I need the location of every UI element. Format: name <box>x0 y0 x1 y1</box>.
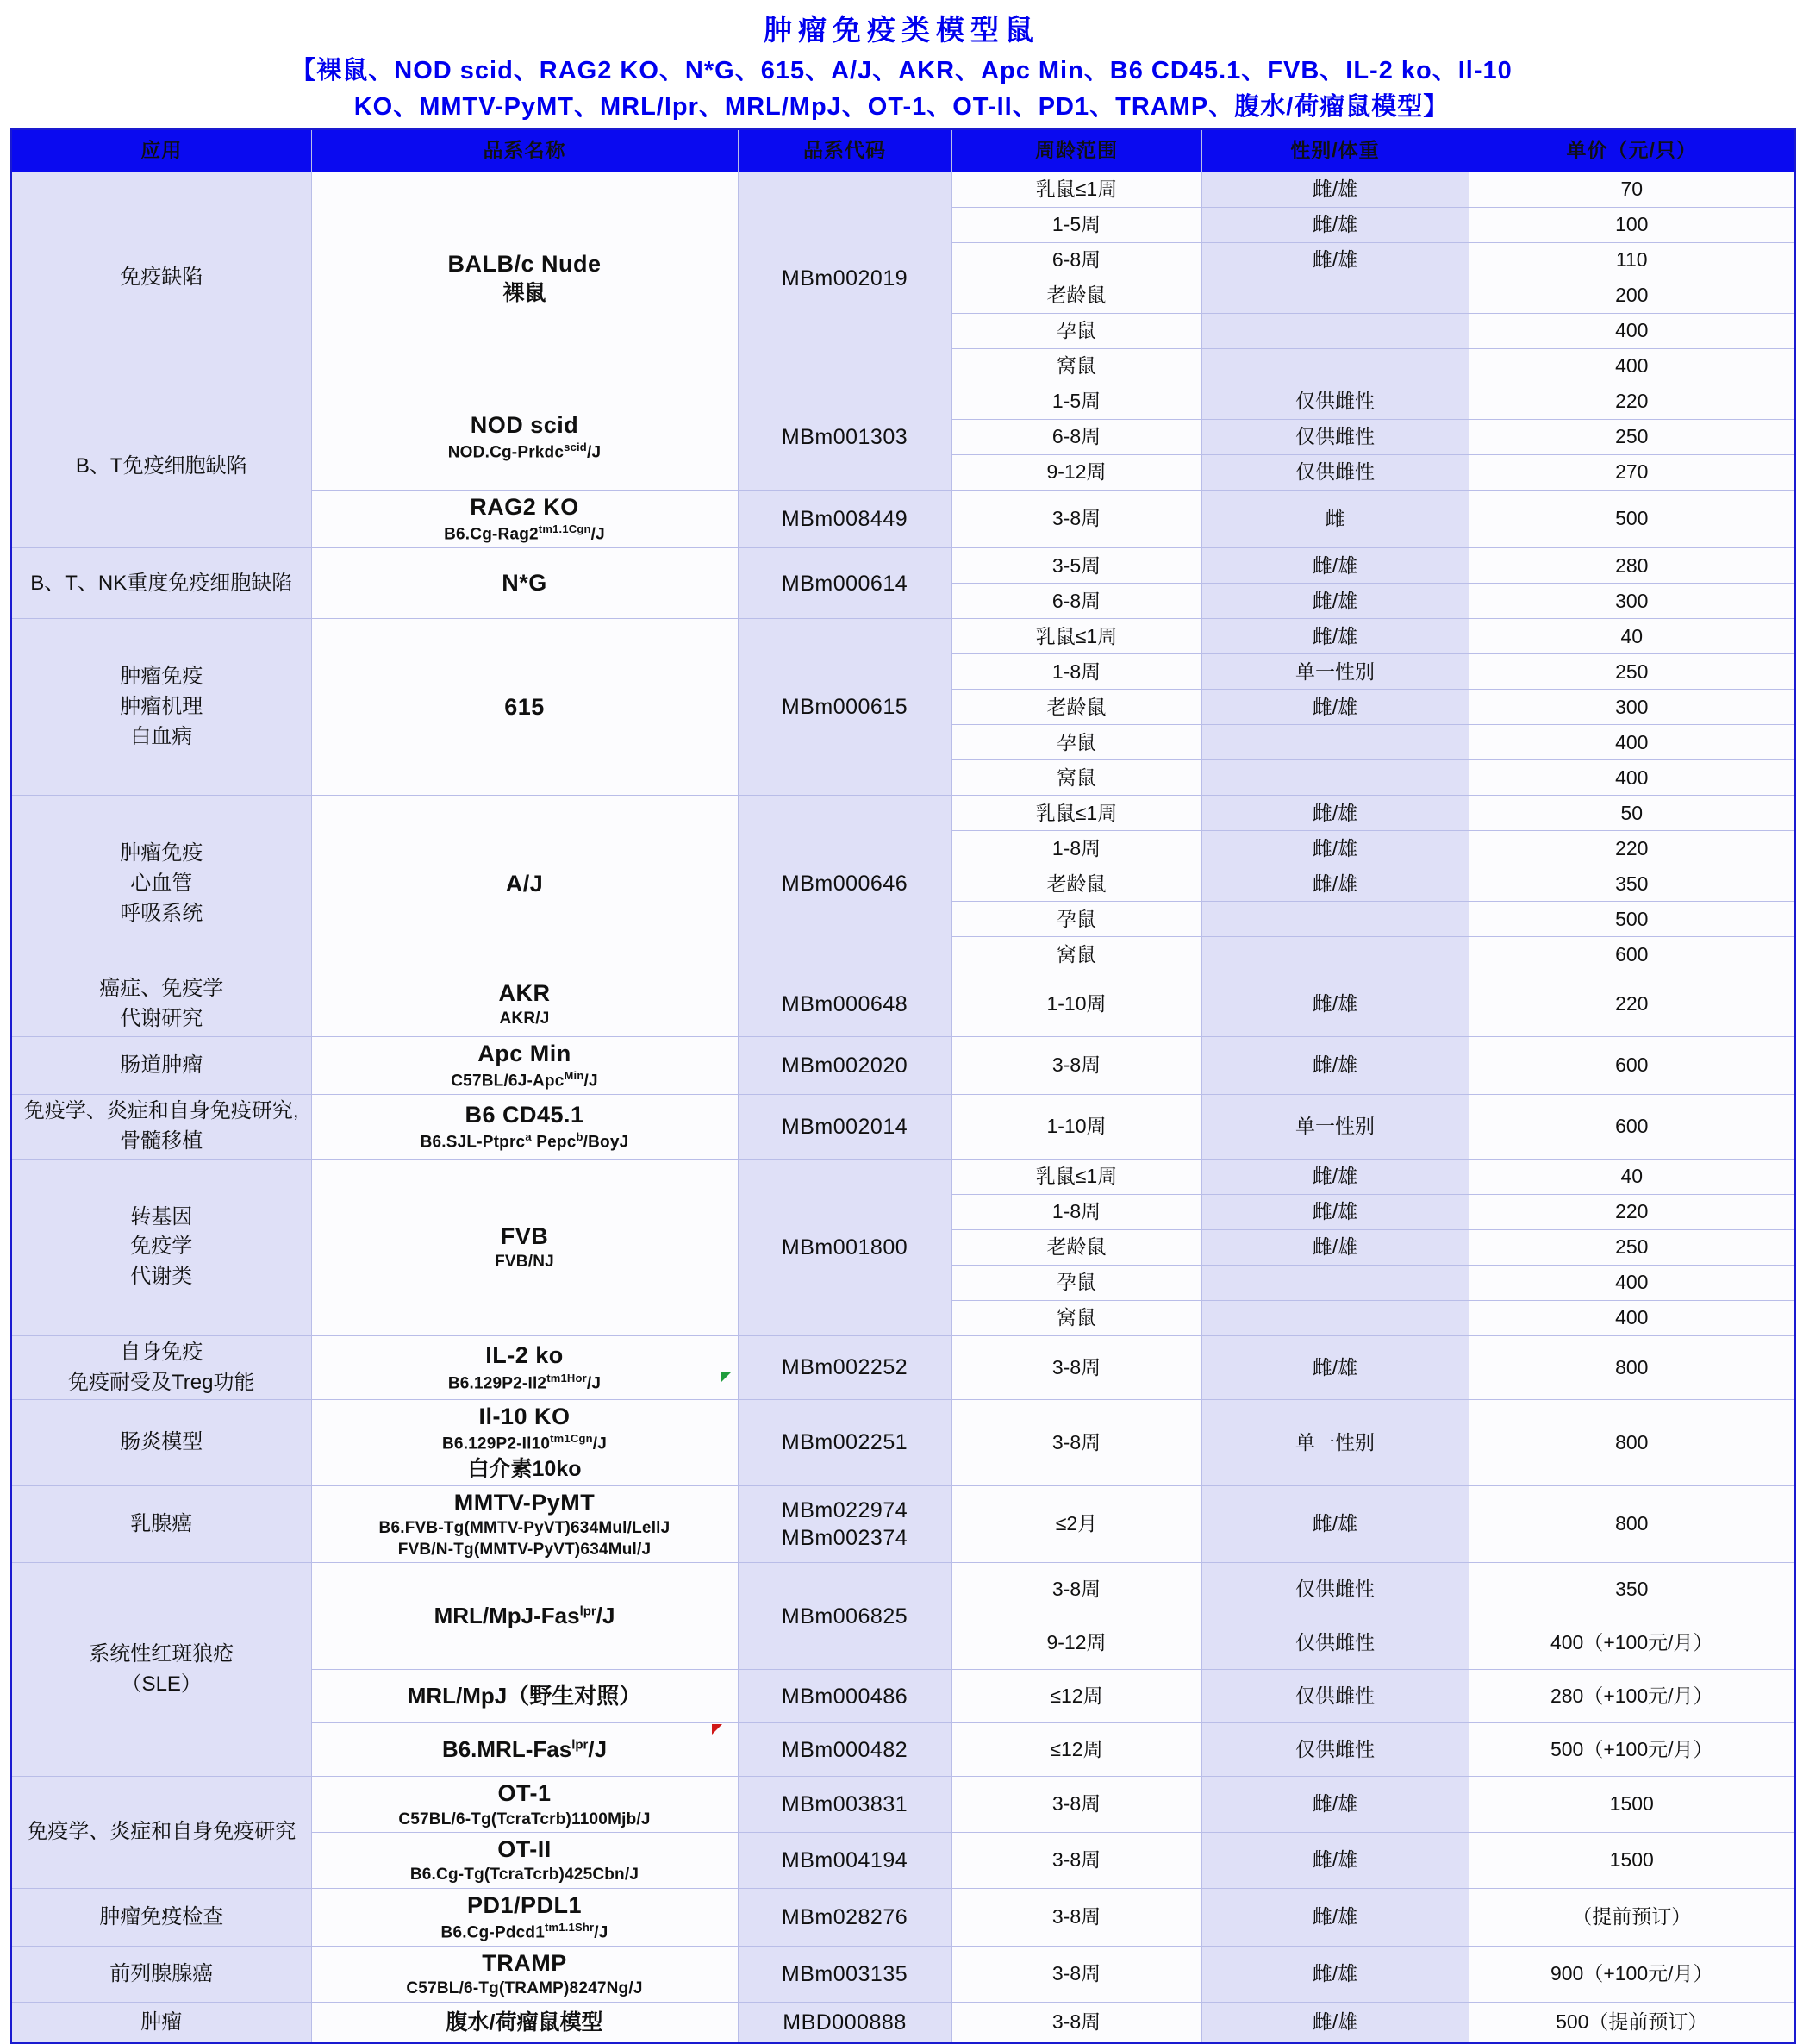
cell-strain-code: MBm001303 <box>738 384 951 491</box>
cell-age-range: 孕鼠 <box>951 725 1201 760</box>
cell-age-range: 老龄鼠 <box>951 278 1201 314</box>
cell-application: 自身免疫 免疫耐受及Treg功能 <box>11 1335 311 1400</box>
strain-name-primary: NOD scid <box>470 412 579 439</box>
cell-age-range: 9-12周 <box>951 1616 1201 1670</box>
cell-sex-weight: 雌/雄 <box>1201 972 1469 1037</box>
cell-sex-weight: 雌/雄 <box>1201 2002 1469 2043</box>
cell-sex-weight <box>1201 1265 1469 1300</box>
cell-age-range: 孕鼠 <box>951 314 1201 349</box>
cell-sex-weight: 雌/雄 <box>1201 548 1469 584</box>
strain-name-nomenclature: $B6.Cg-Rag2^{tm1.1Cgn}/J$ <box>444 522 605 544</box>
cell-unit-price: 280（+100元/月） <box>1469 1670 1795 1723</box>
cell-unit-price: 500（提前预订） <box>1469 2002 1795 2043</box>
cell-sex-weight: 仅供雌性 <box>1201 1563 1469 1616</box>
cell-strain-code: MBm002014 <box>738 1095 951 1160</box>
table-body <box>11 172 1795 2044</box>
cell-unit-price: 1500 <box>1469 1777 1795 1833</box>
cell-strain-code: MBm002252 <box>738 1335 951 1400</box>
strain-name-nomenclature: AKR/J <box>499 1009 550 1028</box>
table-row <box>11 384 1795 420</box>
cell-age-range: 老龄鼠 <box>951 866 1201 902</box>
cell-application: 肿瘤免疫检查 <box>11 1888 311 1946</box>
cell-age-range: 3-8周 <box>951 2002 1201 2043</box>
strain-name-primary: MRL/MpJ（野生对照） <box>407 1683 642 1710</box>
cell-strain-name <box>311 1777 738 1833</box>
cell-age-range: 6-8周 <box>951 584 1201 619</box>
cell-sex-weight <box>1201 725 1469 760</box>
cell-age-range: 3-8周 <box>951 491 1201 548</box>
cell-strain-code: MBm001800 <box>738 1159 951 1335</box>
cell-unit-price: 270 <box>1469 455 1795 491</box>
cell-strain-name <box>311 619 738 796</box>
cell-unit-price: 500 <box>1469 902 1795 937</box>
table-row <box>11 1485 1795 1562</box>
strain-name-nomenclature: C57BL/6J-Apc$^{Min}$/J <box>451 1069 598 1091</box>
table-header <box>11 129 1795 172</box>
cell-sex-weight: 仅供雌性 <box>1201 1723 1469 1777</box>
cell-unit-price: 600 <box>1469 1037 1795 1095</box>
cell-unit-price: （提前预订） <box>1469 1888 1795 1946</box>
cell-unit-price: 250 <box>1469 1229 1795 1265</box>
cell-strain-code: MBm022974 MBm002374 <box>738 1485 951 1562</box>
cell-unit-price: 70 <box>1469 172 1795 208</box>
cell-age-range: 9-12周 <box>951 455 1201 491</box>
cell-sex-weight: 仅供雌性 <box>1201 455 1469 491</box>
cell-strain-code: MBm000614 <box>738 548 951 619</box>
col-header-age-range: 周龄范围 <box>951 129 1201 172</box>
cell-strain-code: MBm000482 <box>738 1723 951 1777</box>
page-title: 肿瘤免疫类模型鼠 <box>764 14 1039 46</box>
cell-unit-price: 600 <box>1469 937 1795 972</box>
col-header-strain-name: 品系名称 <box>311 129 738 172</box>
cell-unit-price: 800 <box>1469 1335 1795 1400</box>
cell-sex-weight: 雌/雄 <box>1201 1833 1469 1889</box>
cell-sex-weight <box>1201 902 1469 937</box>
cell-age-range: ≤2月 <box>951 1485 1201 1562</box>
cell-unit-price: 600 <box>1469 1095 1795 1160</box>
cell-age-range: 3-8周 <box>951 1947 1201 2003</box>
cell-unit-price: 220 <box>1469 972 1795 1037</box>
cell-strain-name <box>311 972 738 1037</box>
cell-age-range: 窝鼠 <box>951 760 1201 796</box>
cell-sex-weight: 仅供雌性 <box>1201 1670 1469 1723</box>
cell-age-range: 窝鼠 <box>951 1300 1201 1335</box>
cell-sex-weight: 雌/雄 <box>1201 1037 1469 1095</box>
strain-name-primary: RAG2 KO <box>470 494 579 521</box>
cell-application: 癌症、免疫学 代谢研究 <box>11 972 311 1037</box>
table-row <box>11 1888 1795 1946</box>
cell-sex-weight: 雌/雄 <box>1201 866 1469 902</box>
cell-age-range: 1-10周 <box>951 1095 1201 1160</box>
strain-name-primary: OT-II <box>497 1836 552 1863</box>
cell-strain-name <box>311 1485 738 1562</box>
cell-strain-name <box>311 548 738 619</box>
cell-strain-code: MBm002019 <box>738 172 951 384</box>
cell-age-range: 3-8周 <box>951 1400 1201 1486</box>
cell-application: 乳腺癌 <box>11 1485 311 1562</box>
strain-name-nomenclature: $B6.129P2-Il10^{tm1Cgn}/J$ <box>442 1432 607 1453</box>
cell-sex-weight: 雌/雄 <box>1201 1947 1469 2003</box>
cell-strain-name <box>311 1888 738 1946</box>
cell-sex-weight: 雌/雄 <box>1201 1194 1469 1229</box>
strain-name-chinese: 白介素10ko <box>467 1457 582 1482</box>
cell-strain-code: MBm028276 <box>738 1888 951 1946</box>
col-header-strain-code: 品系代码 <box>738 129 951 172</box>
cell-strain-code: MBm000615 <box>738 619 951 796</box>
cell-sex-weight: 仅供雌性 <box>1201 384 1469 420</box>
cell-age-range: 3-8周 <box>951 1335 1201 1400</box>
cell-sex-weight: 雌/雄 <box>1201 1159 1469 1194</box>
cell-sex-weight: 雌/雄 <box>1201 1335 1469 1400</box>
cell-age-range: ≤12周 <box>951 1670 1201 1723</box>
cell-sex-weight: 雌/雄 <box>1201 584 1469 619</box>
cell-age-range: 6-8周 <box>951 420 1201 455</box>
cell-age-range: 窝鼠 <box>951 937 1201 972</box>
strain-name-primary: B6.MRL-Fas$^{lpr}$/J <box>441 1736 608 1763</box>
strain-name-primary: TRAMP <box>482 1950 567 1977</box>
table-row <box>11 2002 1795 2043</box>
cell-strain-code: MBm002251 <box>738 1400 951 1486</box>
table-row <box>11 1095 1795 1160</box>
header-row <box>11 129 1795 172</box>
cell-strain-name <box>311 1037 738 1095</box>
cell-strain-code: MBm004194 <box>738 1833 951 1889</box>
cell-strain-name <box>311 1400 738 1486</box>
cell-unit-price: 350 <box>1469 1563 1795 1616</box>
cell-sex-weight: 雌/雄 <box>1201 172 1469 208</box>
cell-sex-weight: 单一性别 <box>1201 654 1469 690</box>
cell-sex-weight: 雌/雄 <box>1201 1485 1469 1562</box>
subtitle-line-1: 【裸鼠、NOD scid、RAG2 KO、N*G、615、A/J、AKR、Apc Min、B6 CD45.1、FVB、IL-2 ko、Il-10 <box>290 57 1513 85</box>
table-row <box>11 1400 1795 1486</box>
table-row <box>11 172 1795 208</box>
cell-strain-code: MBm008449 <box>738 491 951 548</box>
cell-strain-code: MBm006825 <box>738 1563 951 1670</box>
strain-name-primary: MMTV-PyMT <box>453 1489 596 1516</box>
cell-strain-name <box>311 1670 738 1723</box>
strain-name-nomenclature: C57BL/6-Tg(TRAMP)8247Ng/J <box>406 1979 643 1998</box>
cell-strain-code: MBm000486 <box>738 1670 951 1723</box>
cell-unit-price: 100 <box>1469 208 1795 243</box>
cell-strain-code: MBm003831 <box>738 1777 951 1833</box>
cell-unit-price: 400 <box>1469 725 1795 760</box>
cell-strain-name <box>311 1159 738 1335</box>
col-header-application: 应用 <box>11 129 311 172</box>
cell-strain-name <box>311 1833 738 1889</box>
cell-unit-price: 400 <box>1469 1300 1795 1335</box>
strain-name-nomenclature: FVB/NJ <box>495 1252 554 1271</box>
cell-unit-price: 300 <box>1469 584 1795 619</box>
cell-sex-weight: 雌/雄 <box>1201 619 1469 654</box>
cell-unit-price: 350 <box>1469 866 1795 902</box>
col-header-unit-price: 单价（元/只） <box>1469 129 1795 172</box>
cell-unit-price: 280 <box>1469 548 1795 584</box>
cell-sex-weight: 仅供雌性 <box>1201 420 1469 455</box>
cell-application: 肿瘤免疫 心血管 呼吸系统 <box>11 796 311 972</box>
table-row <box>11 1037 1795 1095</box>
cell-unit-price: 110 <box>1469 243 1795 278</box>
cell-strain-code: MBm000648 <box>738 972 951 1037</box>
cell-age-range: ≤12周 <box>951 1723 1201 1777</box>
cell-age-range: 乳鼠≤1周 <box>951 172 1201 208</box>
cell-age-range: 3-8周 <box>951 1777 1201 1833</box>
cell-age-range: 窝鼠 <box>951 349 1201 384</box>
strain-name-nomenclature: $B6.129P2-Il2^{tm1Hor}/J$ <box>447 1371 602 1392</box>
cell-age-range: 1-5周 <box>951 384 1201 420</box>
cell-strain-name <box>311 1947 738 2003</box>
strain-name-nomenclature: B6.Cg-Tg(TcraTcrb)425Cbn/J <box>409 1866 639 1885</box>
cell-unit-price: 1500 <box>1469 1833 1795 1889</box>
strain-name-nomenclature: NOD.Cg-Prkdc$^{scid}$/J <box>447 441 602 462</box>
cell-unit-price: 220 <box>1469 384 1795 420</box>
red-corner-mark-icon <box>712 1724 722 1735</box>
cell-application: B、T、NK重度免疫细胞缺陷 <box>11 548 311 619</box>
cell-strain-name <box>311 1335 738 1400</box>
title-block <box>0 0 1803 128</box>
cell-sex-weight <box>1201 937 1469 972</box>
cell-application: 前列腺腺癌 <box>11 1947 311 2003</box>
cell-sex-weight <box>1201 314 1469 349</box>
table-row <box>11 1335 1795 1400</box>
cell-unit-price: 800 <box>1469 1400 1795 1486</box>
cell-sex-weight: 雌/雄 <box>1201 690 1469 725</box>
cell-unit-price: 300 <box>1469 690 1795 725</box>
cell-sex-weight: 雌/雄 <box>1201 1229 1469 1265</box>
strain-name-chinese: 裸鼠 <box>502 281 546 306</box>
cell-unit-price: 400 <box>1469 1265 1795 1300</box>
cell-strain-name <box>311 384 738 491</box>
cell-strain-name <box>311 2002 738 2043</box>
cell-unit-price: 250 <box>1469 420 1795 455</box>
cell-sex-weight: 雌/雄 <box>1201 1777 1469 1833</box>
cell-sex-weight <box>1201 760 1469 796</box>
strain-name-primary: A/J <box>505 870 544 897</box>
cell-application: 肿瘤免疫 肿瘤机理 白血病 <box>11 619 311 796</box>
cell-application: 肠道肿瘤 <box>11 1037 311 1095</box>
col-header-sex-weight: 性别/体重 <box>1201 129 1469 172</box>
cell-strain-name <box>311 1723 738 1777</box>
cell-application: 转基因 免疫学 代谢类 <box>11 1159 311 1335</box>
strain-name-primary: OT-1 <box>497 1780 552 1807</box>
cell-application: B、T免疫细胞缺陷 <box>11 384 311 548</box>
strain-name-nomenclature: $B6.Cg-Pdcd1^{tm1.1Shr}/J$ <box>440 1921 608 1942</box>
cell-sex-weight: 雌/雄 <box>1201 243 1469 278</box>
cell-application: 肿瘤 <box>11 2002 311 2043</box>
table-row <box>11 1159 1795 1194</box>
cell-age-range: 老龄鼠 <box>951 1229 1201 1265</box>
strain-name-primary: N*G <box>502 570 547 597</box>
strain-name-primary: PD1/PDL1 <box>466 1891 583 1918</box>
strain-name-primary: BALB/c Nude <box>447 251 602 278</box>
strain-name-primary: AKR <box>498 980 551 1007</box>
cell-strain-code: MBm002020 <box>738 1037 951 1095</box>
cell-unit-price: 900（+100元/月） <box>1469 1947 1795 2003</box>
table-row <box>11 548 1795 584</box>
table-row <box>11 1947 1795 2003</box>
cell-unit-price: 400 <box>1469 349 1795 384</box>
cell-strain-code: MBD000888 <box>738 2002 951 2043</box>
cell-age-range: 乳鼠≤1周 <box>951 796 1201 831</box>
cell-age-range: 老龄鼠 <box>951 690 1201 725</box>
cell-sex-weight: 雌/雄 <box>1201 208 1469 243</box>
strain-name-primary: 615 <box>504 693 545 720</box>
cell-age-range: 3-8周 <box>951 1888 1201 1946</box>
cell-age-range: 1-10周 <box>951 972 1201 1037</box>
green-corner-mark-icon <box>721 1372 731 1383</box>
cell-unit-price: 400（+100元/月） <box>1469 1616 1795 1670</box>
cell-sex-weight: 仅供雌性 <box>1201 1616 1469 1670</box>
cell-application: 免疫学、炎症和自身免疫研究 <box>11 1777 311 1889</box>
strain-name-primary: Apc Min <box>477 1041 571 1067</box>
cell-sex-weight <box>1201 278 1469 314</box>
cell-sex-weight: 雌/雄 <box>1201 1888 1469 1946</box>
cell-application: 免疫学、炎症和自身免疫研究,骨髓移植 <box>11 1095 311 1160</box>
cell-sex-weight <box>1201 349 1469 384</box>
cell-sex-weight <box>1201 1300 1469 1335</box>
cell-strain-code: MBm000646 <box>738 796 951 972</box>
subtitle-line-2: KO、MMTV-PyMT、MRL/lpr、MRL/MpJ、OT-1、OT-II、PD1、TRAMP、腹水/荷瘤鼠模型】 <box>353 93 1450 122</box>
cell-age-range: 6-8周 <box>951 243 1201 278</box>
cell-age-range: 3-8周 <box>951 1563 1201 1616</box>
cell-sex-weight: 雌/雄 <box>1201 796 1469 831</box>
cell-sex-weight: 雌 <box>1201 491 1469 548</box>
cell-age-range: 乳鼠≤1周 <box>951 619 1201 654</box>
table-row <box>11 1777 1795 1833</box>
strain-price-table <box>10 128 1796 2044</box>
cell-unit-price: 500 <box>1469 491 1795 548</box>
table-row <box>11 796 1795 831</box>
cell-unit-price: 800 <box>1469 1485 1795 1562</box>
cell-strain-name <box>311 1095 738 1160</box>
cell-age-range: 3-5周 <box>951 548 1201 584</box>
cell-application: 肠炎模型 <box>11 1400 311 1486</box>
cell-unit-price: 40 <box>1469 1159 1795 1194</box>
strain-name-primary: MRL/MpJ-Fas$^{lpr}$/J <box>434 1603 615 1629</box>
strain-name-primary: Il-10 KO <box>478 1403 571 1430</box>
cell-unit-price: 220 <box>1469 1194 1795 1229</box>
cell-unit-price: 200 <box>1469 278 1795 314</box>
cell-unit-price: 220 <box>1469 831 1795 866</box>
cell-application: 系统性红斑狼疮 （SLE） <box>11 1563 311 1777</box>
table-row <box>11 1563 1795 1616</box>
cell-sex-weight: 雌/雄 <box>1201 831 1469 866</box>
cell-strain-code: MBm003135 <box>738 1947 951 2003</box>
cell-age-range: 1-8周 <box>951 1194 1201 1229</box>
cell-age-range: 1-8周 <box>951 654 1201 690</box>
cell-strain-name <box>311 491 738 548</box>
cell-age-range: 1-8周 <box>951 831 1201 866</box>
cell-sex-weight: 单一性别 <box>1201 1400 1469 1486</box>
cell-unit-price: 50 <box>1469 796 1795 831</box>
cell-application: 免疫缺陷 <box>11 172 311 384</box>
cell-age-range: 3-8周 <box>951 1833 1201 1889</box>
strain-name-nomenclature: B6.FVB-Tg(MMTV-PyVT)634Mul/LellJ <box>378 1519 671 1538</box>
cell-age-range: 孕鼠 <box>951 1265 1201 1300</box>
strain-name-primary: B6 CD45.1 <box>465 1101 584 1128</box>
strain-name-primary: IL-2 ko <box>485 1342 564 1369</box>
strain-name-chinese: 腹水/荷瘤鼠模型 <box>446 2010 603 2035</box>
strain-name-primary: FVB <box>500 1222 549 1249</box>
cell-strain-name <box>311 1563 738 1670</box>
cell-unit-price: 250 <box>1469 654 1795 690</box>
cell-strain-name <box>311 172 738 384</box>
cell-strain-name <box>311 796 738 972</box>
cell-age-range: 乳鼠≤1周 <box>951 1159 1201 1194</box>
strain-name-nomenclature: C57BL/6-Tg(TcraTcrb)1100Mjb/J <box>398 1810 651 1828</box>
table-row <box>11 619 1795 654</box>
strain-name-nomenclature: B6.SJL-Ptprc$^a$ Pepc$^b$/BoyJ <box>420 1129 629 1152</box>
strain-name-nomenclature-2: FVB/N-Tg(MMTV-PyVT)634Mul/J <box>397 1540 652 1559</box>
cell-unit-price: 500（+100元/月） <box>1469 1723 1795 1777</box>
cell-age-range: 1-5周 <box>951 208 1201 243</box>
cell-age-range: 孕鼠 <box>951 902 1201 937</box>
cell-unit-price: 400 <box>1469 760 1795 796</box>
table-row <box>11 972 1795 1037</box>
cell-sex-weight: 单一性别 <box>1201 1095 1469 1160</box>
cell-unit-price: 40 <box>1469 619 1795 654</box>
cell-unit-price: 400 <box>1469 314 1795 349</box>
cell-age-range: 3-8周 <box>951 1037 1201 1095</box>
